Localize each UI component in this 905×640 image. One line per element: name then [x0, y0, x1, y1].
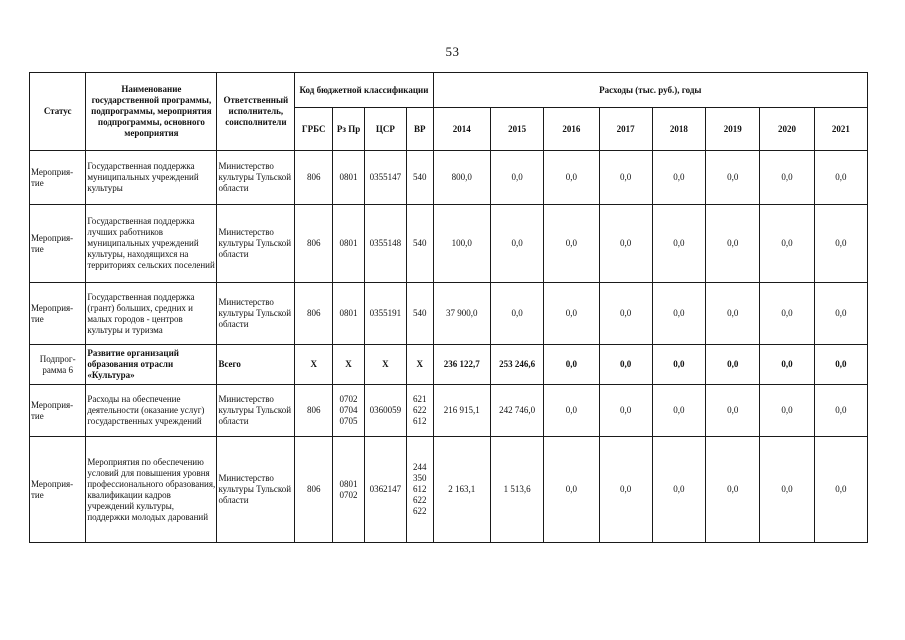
row-grbs: 806	[295, 437, 333, 543]
row-name: Мероприятия по обеспечению условий для повышения уровня профессионального образования, квалификации кадров учреждений культуры, поддержки молодых дарований	[86, 437, 217, 543]
row-executor: Министерство культуры Тульской области	[217, 437, 295, 543]
row-value: 0,0	[599, 345, 652, 385]
header-vr: ВР	[406, 108, 433, 151]
row-value: 37 900,0	[433, 283, 490, 345]
row-value: 0,0	[652, 385, 705, 437]
row-status: Мероприя-тие	[30, 283, 86, 345]
row-value: 0,0	[706, 437, 760, 543]
row-value: 0,0	[760, 437, 814, 543]
row-value: 236 122,7	[433, 345, 490, 385]
vr-code: 622	[413, 495, 427, 505]
row-value: 0,0	[760, 385, 814, 437]
header-row	[30, 73, 868, 108]
row-executor: Министерство культуры Тульской области	[217, 205, 295, 283]
row-value: 0,0	[706, 385, 760, 437]
row-vr: 540	[406, 151, 433, 205]
row-csr: 0355148	[364, 205, 406, 283]
row-rzpr: Х	[333, 345, 365, 385]
header-year: 2014	[433, 108, 490, 151]
row-value: 0,0	[706, 283, 760, 345]
row-status: Мероприя-тие	[30, 437, 86, 543]
row-value: 0,0	[490, 151, 543, 205]
row-value: 253 246,6	[490, 345, 543, 385]
row-rzpr: 0801	[333, 283, 365, 345]
header-year: 2019	[706, 108, 760, 151]
row-value: 0,0	[490, 283, 543, 345]
table-row-subprogram	[30, 345, 868, 385]
row-value: 0,0	[760, 283, 814, 345]
row-csr: 0355147	[364, 151, 406, 205]
header-rzpr: Рз Пр	[333, 108, 365, 151]
rzpr-code: 0801	[339, 478, 358, 489]
header-grbs: ГРБС	[295, 108, 333, 151]
row-executor: Министерство культуры Тульской области	[217, 151, 295, 205]
row-rzpr: 0801	[333, 151, 365, 205]
row-value: 0,0	[652, 205, 705, 283]
row-value: 0,0	[814, 385, 867, 437]
row-vr	[406, 437, 433, 543]
row-vr: Х	[406, 345, 433, 385]
row-value: 0,0	[760, 205, 814, 283]
row-value: 0,0	[652, 345, 705, 385]
row-value: 1 513,6	[490, 437, 543, 543]
row-value: 0,0	[544, 205, 599, 283]
rzpr-code: 0702	[339, 489, 358, 500]
header-executor: Ответственный исполнитель, соисполнители	[217, 73, 295, 151]
row-name: Расходы на обеспечение деятельности (оказание услуг) государственных учреждений	[86, 385, 217, 437]
vr-code: 350	[413, 473, 427, 483]
vr-code: 622	[413, 405, 427, 415]
row-value: 0,0	[706, 205, 760, 283]
row-rzpr	[333, 385, 365, 437]
row-executor: Министерство культуры Тульской области	[217, 283, 295, 345]
row-csr: 0355191	[364, 283, 406, 345]
row-value: 0,0	[544, 437, 599, 543]
vr-code: 612	[413, 484, 427, 494]
row-value: 0,0	[814, 345, 867, 385]
page-number: 53	[445, 44, 460, 59]
row-value: 0,0	[760, 151, 814, 205]
row-value: 0,0	[652, 437, 705, 543]
row-value: 0,0	[652, 151, 705, 205]
row-value: 0,0	[814, 151, 867, 205]
row-value: 0,0	[490, 205, 543, 283]
budget-table	[29, 72, 868, 543]
row-status: Мероприя-тие	[30, 151, 86, 205]
header-name: Наименование государственной программы, подпрограммы, мероприятия подпрограммы, основного мероприятия	[86, 73, 217, 151]
row-vr: 540	[406, 283, 433, 345]
row-executor: Всего	[217, 345, 295, 385]
row-value: 0,0	[706, 345, 760, 385]
table-row	[30, 437, 868, 543]
row-vr	[406, 385, 433, 437]
row-value: 242 746,0	[490, 385, 543, 437]
row-value: 0,0	[814, 437, 867, 543]
row-value: 0,0	[814, 283, 867, 345]
row-status: Мероприя-тие	[30, 205, 86, 283]
row-grbs: 806	[295, 151, 333, 205]
header-year: 2016	[544, 108, 599, 151]
vr-code: 612	[413, 416, 427, 426]
row-executor: Министерство культуры Тульской области	[217, 385, 295, 437]
row-csr: Х	[364, 345, 406, 385]
header-year: 2017	[599, 108, 652, 151]
row-name: Государственная поддержка муниципальных учреждений культуры	[86, 151, 217, 205]
header-expenses: Расходы (тыс. руб.), годы	[433, 73, 867, 108]
rzpr-code: 0705	[339, 416, 358, 426]
row-value: 0,0	[760, 345, 814, 385]
row-status: Подпрог-рамма 6	[30, 345, 86, 385]
row-value: 0,0	[599, 283, 652, 345]
header-status: Статус	[30, 73, 86, 151]
row-value: 0,0	[599, 385, 652, 437]
rzpr-code: 0704	[339, 405, 358, 415]
table-row	[30, 205, 868, 283]
row-value: 800,0	[433, 151, 490, 205]
row-name: Развитие организаций образования отрасли «Культура»	[86, 345, 217, 385]
row-value: 0,0	[544, 345, 599, 385]
header-budget-code: Код бюджетной классификации	[295, 73, 433, 108]
table-row	[30, 151, 868, 205]
row-value: 100,0	[433, 205, 490, 283]
row-value: 0,0	[814, 205, 867, 283]
vr-code: 622	[413, 506, 427, 516]
header-csr: ЦСР	[364, 108, 406, 151]
table-row	[30, 283, 868, 345]
row-grbs: 806	[295, 283, 333, 345]
row-name: Государственная поддержка лучших работников муниципальных учреждений культуры, находящихся на территориях сельских поселений	[86, 205, 217, 283]
vr-code: 621	[413, 394, 427, 404]
table-row	[30, 385, 868, 437]
row-grbs: 806	[295, 385, 333, 437]
row-grbs: Х	[295, 345, 333, 385]
row-value: 0,0	[599, 151, 652, 205]
row-grbs: 806	[295, 205, 333, 283]
header-year: 2015	[490, 108, 543, 151]
row-rzpr: 0801	[333, 205, 365, 283]
rzpr-code: 0702	[339, 394, 358, 404]
header-year: 2018	[652, 108, 705, 151]
row-name: Государственная поддержка (грант) больших, средних и малых городов - центров культуры и туризма	[86, 283, 217, 345]
row-csr: 0360059	[364, 385, 406, 437]
row-csr: 0362147	[364, 437, 406, 543]
row-value: 2 163,1	[433, 437, 490, 543]
row-status: Мероприя-тие	[30, 385, 86, 437]
row-value: 0,0	[544, 283, 599, 345]
row-value: 0,0	[544, 385, 599, 437]
row-rzpr	[333, 437, 365, 543]
header-year: 2020	[760, 108, 814, 151]
vr-code: 244	[413, 462, 427, 472]
row-value: 0,0	[599, 437, 652, 543]
row-value: 0,0	[652, 283, 705, 345]
row-value: 0,0	[599, 205, 652, 283]
row-value: 216 915,1	[433, 385, 490, 437]
row-value: 0,0	[706, 151, 760, 205]
row-vr: 540	[406, 205, 433, 283]
row-value: 0,0	[544, 151, 599, 205]
header-year: 2021	[814, 108, 867, 151]
